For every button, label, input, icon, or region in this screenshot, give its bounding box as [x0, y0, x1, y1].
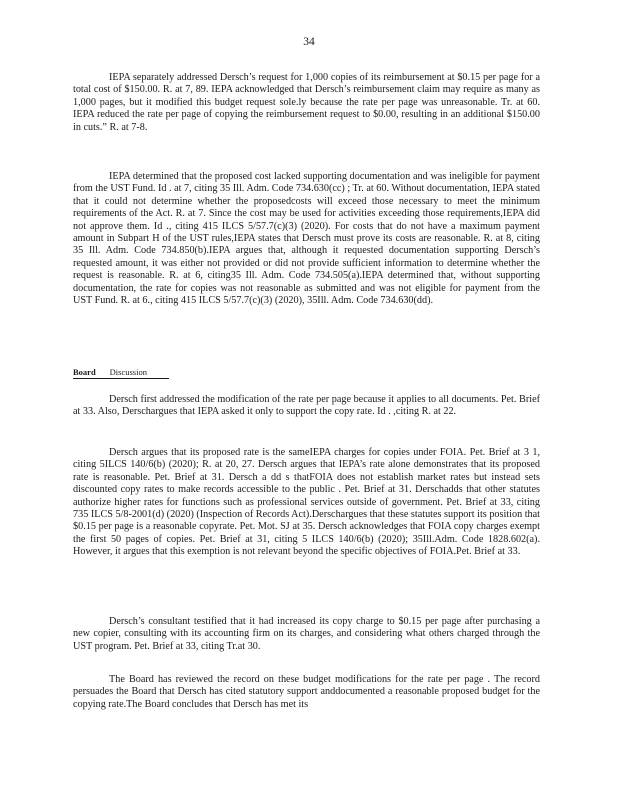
heading-word-discussion: Discussion: [109, 367, 147, 377]
paragraph-consultant-testimony: Dersch’s consultant testified that it had increased its copy charge to $0.15 per page after purchasing a new copier, consulting with its accounting firm on its charges, and considering what others charged through the UST program. Pet. Brief at 33, citing Tr.at 30.: [73, 616, 540, 652]
section-heading: [73, 367, 169, 379]
paragraph-rate-modification: Dersch first addressed the modification of the rate per page because it applies to all documents. Pet. Brief at 33. Also, Derschargues that IEPA asked it only to support the copy rate. Id . ,citing R. at 22.: [73, 394, 540, 418]
paragraph-foia-argument: Dersch argues that its proposed rate is the sameIEPA charges for copies under FOIA. Pet. Brief at 3 1, citing 5ILCS 140/6(b) (2020); R. at 20, 27. Dersch argues that IEPA’s rate alone demonstrates that its proposed rate is reasonable. Pet. Brief at 31. Dersch a dd s thatFOIA does not establish market rates but instead sets discounted copy rates to make records accessible to the public . Pet. Brief at 31. Derschadds that other statutes authorize higher rates for functions such as professional services outside of government. Pet. Brief at 33, citing 735 ILCS 5/8-2001(d) (2020) (Inspection of Records Act).Derschargues that these statutes support its position that $0.15 per page is a reasonable copyrate. Pet. Mot. SJ at 35. Dersch acknowledges that FOIA copy charges exempt the first 50 pages of copies. Pet. Brief at 31, citing 5 ILCS 140/6(b) (2020); 35Ill.Adm. Code 1828.602(a). However, it argues that this exemption is not relevant beyond the specific objectives of FOIA.Pet. Brief at 33.: [73, 447, 540, 558]
paragraph-documentation: IEPA determined that the proposed cost lacked supporting documentation and was ineligible for payment from the UST Fund. Id . at 7, citing 35 Ill. Adm. Code 734.630(cc) ; Tr. at 60. Without documentation, IEPA stated that it could not determine whether the proposedcosts will exceed those necessary to meet the minimum requirements of the Act. R. at 7. Since the cost may be used for activities exceeding those requirements,IEPA did not approve them. Id ., citing 415 ILCS 5/57.7(c)(3) (2020). For costs that do not have a maximum payment amount in Subpart H of the UST rules,IEPA states that Dersch must prove its costs are reasonable. R. at 8, citing 35 Ill. Adm. Code 734.850(b).IEPA argues that, although it requested documentation supporting Dersch’s requested amount, it was either not provided or did not provide sufficient information to determine whether the request is reasonable. R. at 6, citing35 Ill. Adm. Code 734.505(a).IEPA determined that, without supporting documentation, the rate for copies was not reasonable as submitted and was not eligible for payment from the UST Fund. R. at 6., citing 415 ILCS 5/57.7(c)(3) (2020), 35Ill. Adm. Code 734.630(dd).: [73, 171, 540, 307]
page-number: 34: [303, 36, 315, 48]
paragraph-copy-request: IEPA separately addressed Dersch’s request for 1,000 copies of its reimbursement at $0.15 per page for a total cost of $150.00. R. at 7, 89. IEPA acknowledged that Dersch’s reimbursement claim may require as many as 1,000 pages, but it modified this budget request sole.ly because the rate per page was unreasonable. Tr. at 60. IEPA reduced the rate per page of copying the reimbursement request to $0.00, resulting in an additional $150.00 in cuts.” R. at 7-8.: [73, 72, 540, 133]
heading-word-board: Board: [73, 367, 96, 377]
paragraph-board-conclusion: The Board has reviewed the record on these budget modifications for the rate per page . The record persuades the Board that Dersch has cited statutory support anddocumented a reasonable proposed budget for the copying rate.The Board concludes that Dersch has met its: [73, 674, 540, 710]
